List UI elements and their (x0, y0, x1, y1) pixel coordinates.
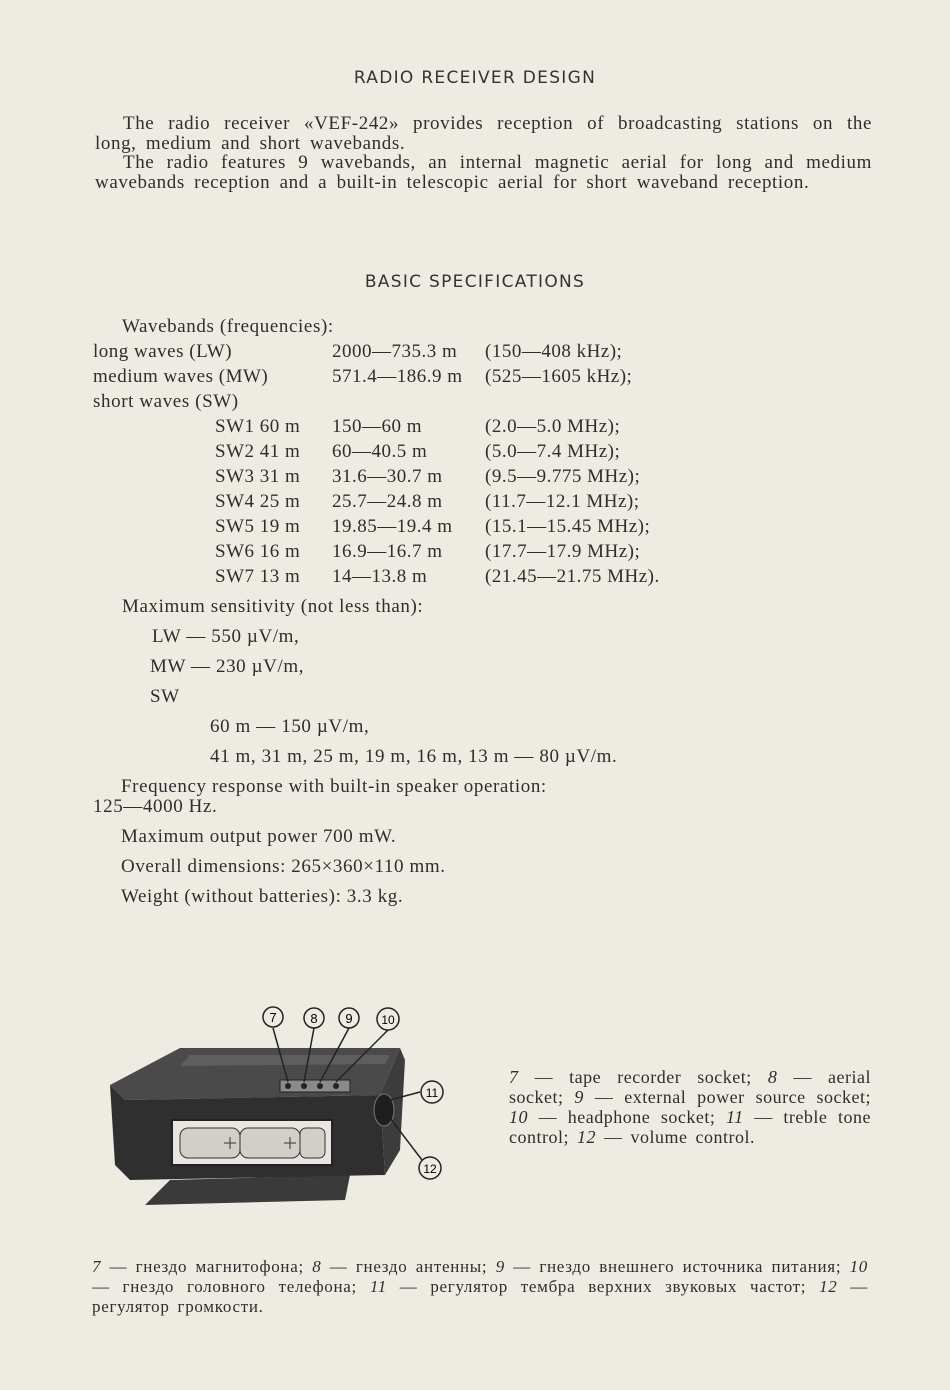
caption-number: 12 (577, 1127, 596, 1147)
caption-text: — гнездо антенны; (321, 1257, 496, 1276)
caption-number: 10 (509, 1107, 528, 1127)
caption-text: — external power source socket; (583, 1087, 871, 1107)
band-name: long waves (LW) (93, 341, 233, 362)
sensitivity-sw-60: 60 m — 150 µV/m, (210, 716, 370, 737)
paragraph-intro (95, 114, 872, 154)
caption-number: 9 (574, 1087, 584, 1107)
band-name: SW2 41 m (215, 441, 301, 462)
band-name: SW3 31 m (215, 466, 301, 487)
band-wavelength: 31.6—30.7 m (332, 466, 443, 487)
band-frequency: (21.45—21.75 MHz). (485, 566, 660, 587)
band-name: SW6 16 m (215, 541, 301, 562)
band-frequency: (150—408 kHz); (485, 341, 623, 362)
band-name: SW4 25 m (215, 491, 301, 512)
svg-text:9: 9 (345, 1011, 353, 1026)
caption-number: 12 (819, 1277, 838, 1296)
caption-text: — aerial socket; (509, 1067, 871, 1107)
knob-icon (374, 1094, 394, 1126)
caption-text: — volume control. (596, 1127, 755, 1147)
paragraph-intro-text: The radio receiver «VEF-242» provides reception of broadcasting stations on the long, medium and short wavebands. (95, 113, 872, 154)
band-frequency: (525—1605 kHz); (485, 366, 633, 387)
figure-caption-ru (92, 1257, 868, 1317)
output-power: Maximum output power 700 mW. (121, 826, 397, 847)
band-name: SW5 19 m (215, 516, 301, 537)
callout-8 (304, 1008, 324, 1028)
caption-text: — tape recorder socket; (518, 1067, 768, 1087)
band-frequency: (9.5—9.775 MHz); (485, 466, 641, 487)
band-frequency: (17.7—17.9 MHz); (485, 541, 641, 562)
band-wavelength: 19.85—19.4 m (332, 516, 453, 537)
caption-number: 11 (369, 1277, 387, 1296)
svg-text:8: 8 (310, 1011, 318, 1026)
band-wavelength: 16.9—16.7 m (332, 541, 443, 562)
radio-illustration (100, 1000, 460, 1210)
sensitivity-sw: SW (150, 686, 180, 707)
socket-icon (317, 1083, 323, 1089)
radio-shadow (145, 1175, 350, 1205)
band-name: SW7 13 m (215, 566, 301, 587)
svg-text:7: 7 (269, 1010, 277, 1025)
band-frequency: (2.0—5.0 MHz); (485, 416, 621, 437)
caption-number: 8 (312, 1257, 322, 1276)
sensitivity-label: Maximum sensitivity (not less than): (122, 596, 424, 617)
svg-text:11: 11 (425, 1086, 439, 1100)
socket-icon (333, 1083, 339, 1089)
caption-number: 9 (495, 1257, 505, 1276)
frequency-response: Frequency response with built-in speaker operation: (121, 776, 547, 797)
socket-icon (301, 1083, 307, 1089)
callout-7 (263, 1007, 283, 1027)
callout-9 (339, 1008, 359, 1028)
dimensions: Overall dimensions: 265×360×110 mm. (121, 856, 446, 877)
paragraph-features (95, 153, 872, 193)
caption-text: — гнездо внешнего источника питания; (504, 1257, 850, 1276)
band-wavelength: 25.7—24.8 m (332, 491, 443, 512)
band-frequency: (5.0—7.4 MHz); (485, 441, 621, 462)
paragraph-features-text: The radio features 9 wavebands, an internal magnetic aerial for long and medium wavebands reception and a built-in telescopic aerial for short waveband reception. (95, 152, 872, 193)
callout-10 (377, 1008, 399, 1030)
caption-text: — регулятор тембра верхних звуковых частот; (386, 1277, 820, 1296)
sensitivity-sw-other: 41 m, 31 m, 25 m, 19 m, 16 m, 13 m — 80 µV/m. (210, 746, 618, 767)
caption-text: — headphone socket; (528, 1107, 726, 1127)
svg-text:10: 10 (381, 1013, 395, 1027)
section-heading-design: RADIO RECEIVER DESIGN (353, 68, 597, 88)
wavebands-label: Wavebands (frequencies): (122, 316, 334, 337)
callout-12 (419, 1157, 441, 1179)
caption-number: 7 (509, 1067, 519, 1087)
band-frequency: (15.1—15.45 MHz); (485, 516, 651, 537)
band-frequency: (11.7—12.1 MHz); (485, 491, 640, 512)
svg-text:12: 12 (423, 1162, 437, 1176)
band-wavelength: 14—13.8 m (332, 566, 428, 587)
band-wavelength: 2000—735.3 m (332, 341, 458, 362)
socket-icon (285, 1083, 291, 1089)
caption-number: 10 (849, 1257, 869, 1276)
battery-icon (180, 1128, 325, 1158)
figure-caption-en (509, 1067, 871, 1147)
caption-text: — регулятор громкости. (92, 1277, 869, 1316)
frequency-response-range: 125—4000 Hz. (93, 796, 218, 817)
caption-number: 7 (92, 1257, 102, 1276)
caption-text: — гнездо головного телефона; (92, 1277, 370, 1296)
weight: Weight (without batteries): 3.3 kg. (121, 886, 404, 907)
callout-11 (421, 1081, 443, 1103)
caption-number: 11 (725, 1107, 744, 1127)
section-heading-specs: BASIC SPECIFICATIONS (364, 272, 586, 292)
band-name: SW1 60 m (215, 416, 301, 437)
caption-number: 8 (767, 1067, 778, 1087)
sensitivity-mw: MW — 230 µV/m, (150, 656, 305, 677)
caption-text: — гнездо магнитофона; (101, 1257, 313, 1276)
sw-label: short waves (SW) (93, 391, 239, 412)
band-name: medium waves (MW) (93, 366, 269, 387)
sensitivity-lw: LW — 550 µV/m, (152, 626, 300, 647)
band-wavelength: 571.4—186.9 m (332, 366, 463, 387)
band-wavelength: 60—40.5 m (332, 441, 428, 462)
caption-text: — treble tone control; (509, 1107, 872, 1147)
band-wavelength: 150—60 m (332, 416, 423, 437)
